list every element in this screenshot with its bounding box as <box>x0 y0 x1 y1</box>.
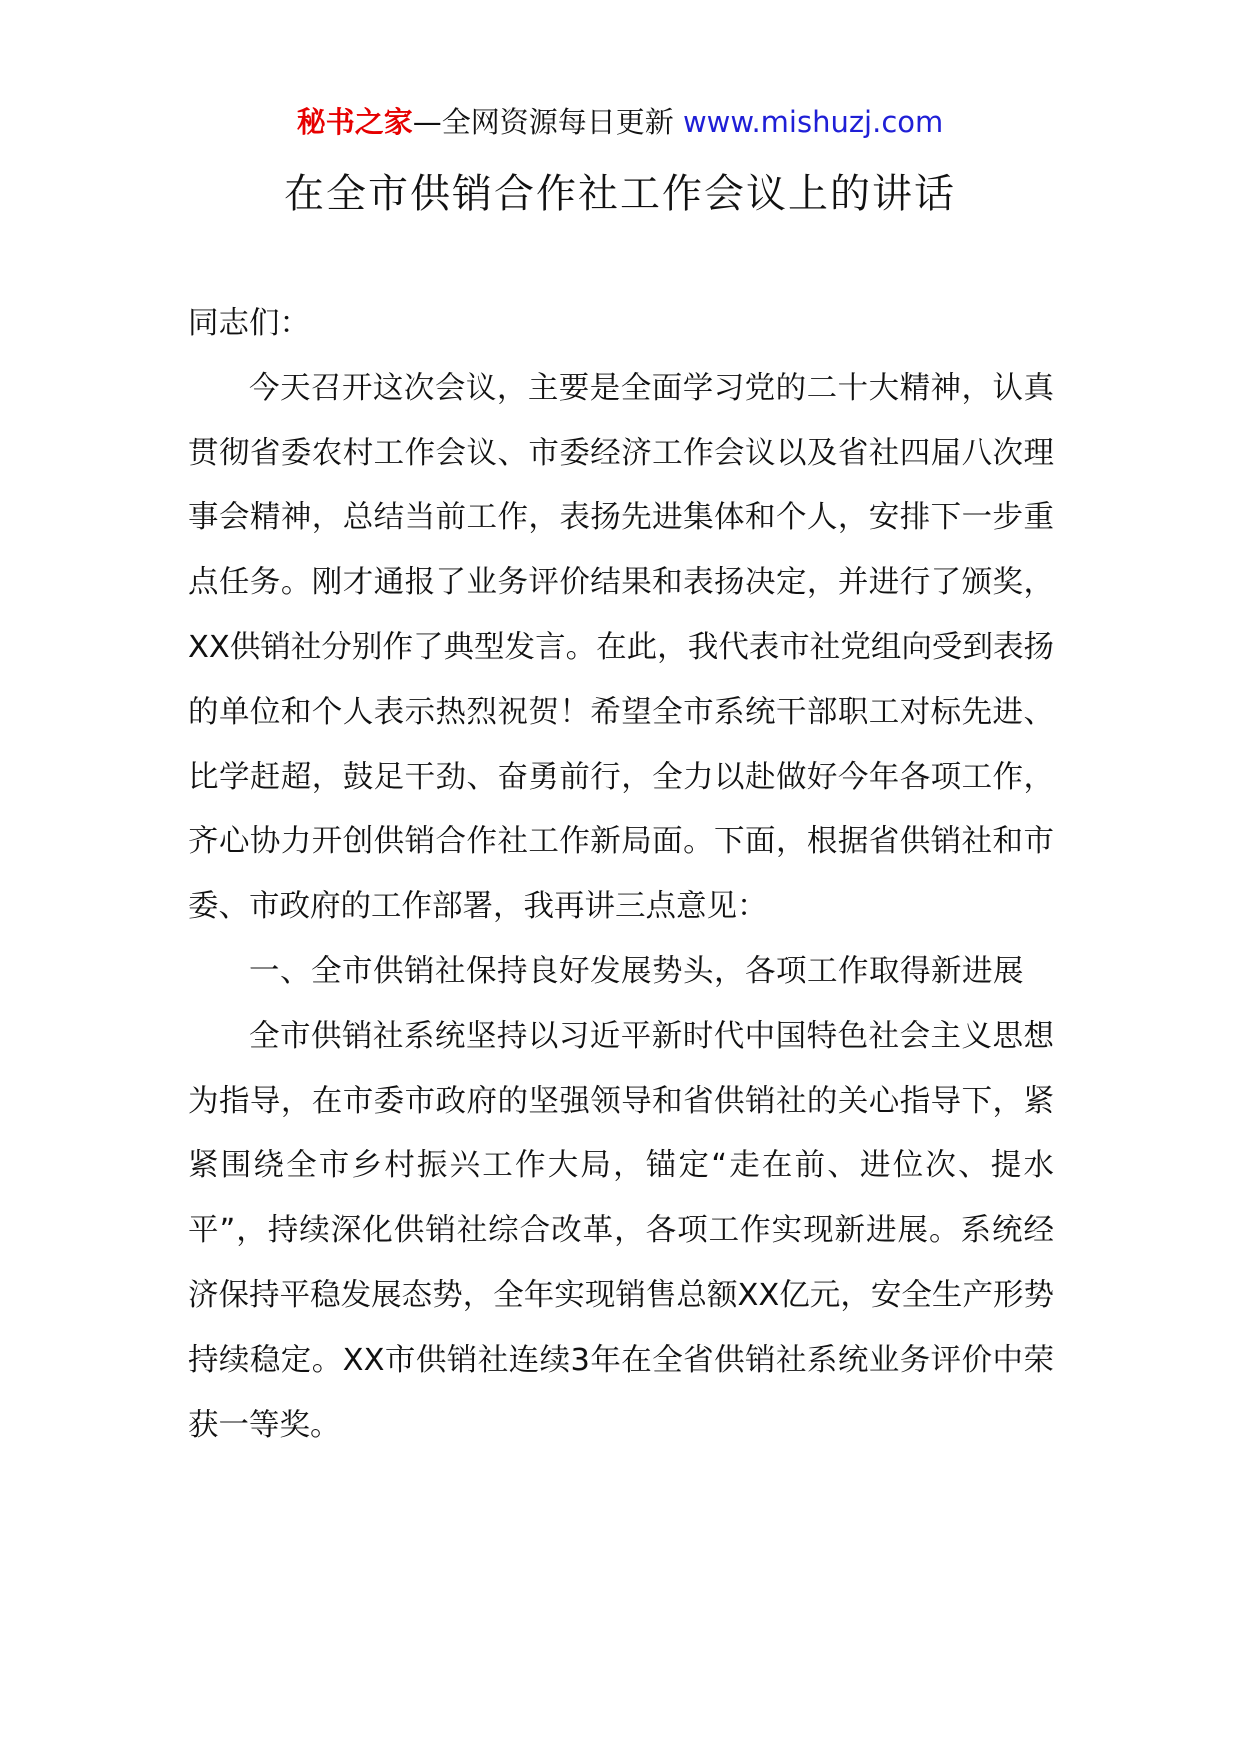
salutation: 同志们： <box>188 306 310 341</box>
brand-name: 秘书之家 <box>296 105 413 139</box>
paragraph-intro: 今天召开这次会议，主要是全面学习党的二十大精神，认真贯彻省委农村工作会议、市委经济工作会议以及省社四届八次理事会精神，总结当前工作，表扬先进集体和个人，安排下一步重点任务。刚才通报了业务评价结果和表扬决定，并进行了颁奖，XX供销社分别作了典型发言。在此，我代表市社党组向受到表扬的单位和个人表示热烈祝贺！希望全市系统干部职工对标先进、比学赶超，鼓足干劲、奋勇前行，全力以赴做好今年各项工作，齐心协力开创供销合作社工作新局面。下面，根据省供销社和市委、市政府的工作部署，我再讲三点意见： <box>188 370 1054 925</box>
document-body <box>188 292 1054 1458</box>
paragraph-section-1: 全市供销社系统坚持以习近平新时代中国特色社会主义思想为指导，在市委市政府的坚强领导和省供销社的关心指导下，紧紧围绕全市乡村振兴工作大局，锚定“走在前、进位次、提水平”，持续深化供销社综合改革，各项工作实现新进展。系统经济保持平稳发展态势，全年实现销售总额XX亿元，安全生产形势持续稳定。XX市供销社连续3年在全省供销社系统业务评价中荣获一等奖。 <box>188 1018 1054 1443</box>
header-tagline: —全网资源每日更新 <box>412 105 674 139</box>
site-header <box>0 102 1240 142</box>
document-title: 在全市供销合作社工作会议上的讲话 <box>284 171 956 217</box>
site-url-link[interactable]: www.mishuzj.com <box>673 105 944 139</box>
section-heading-1: 一、全市供销社保持良好发展势头，各项工作取得新进展 <box>249 953 1024 989</box>
